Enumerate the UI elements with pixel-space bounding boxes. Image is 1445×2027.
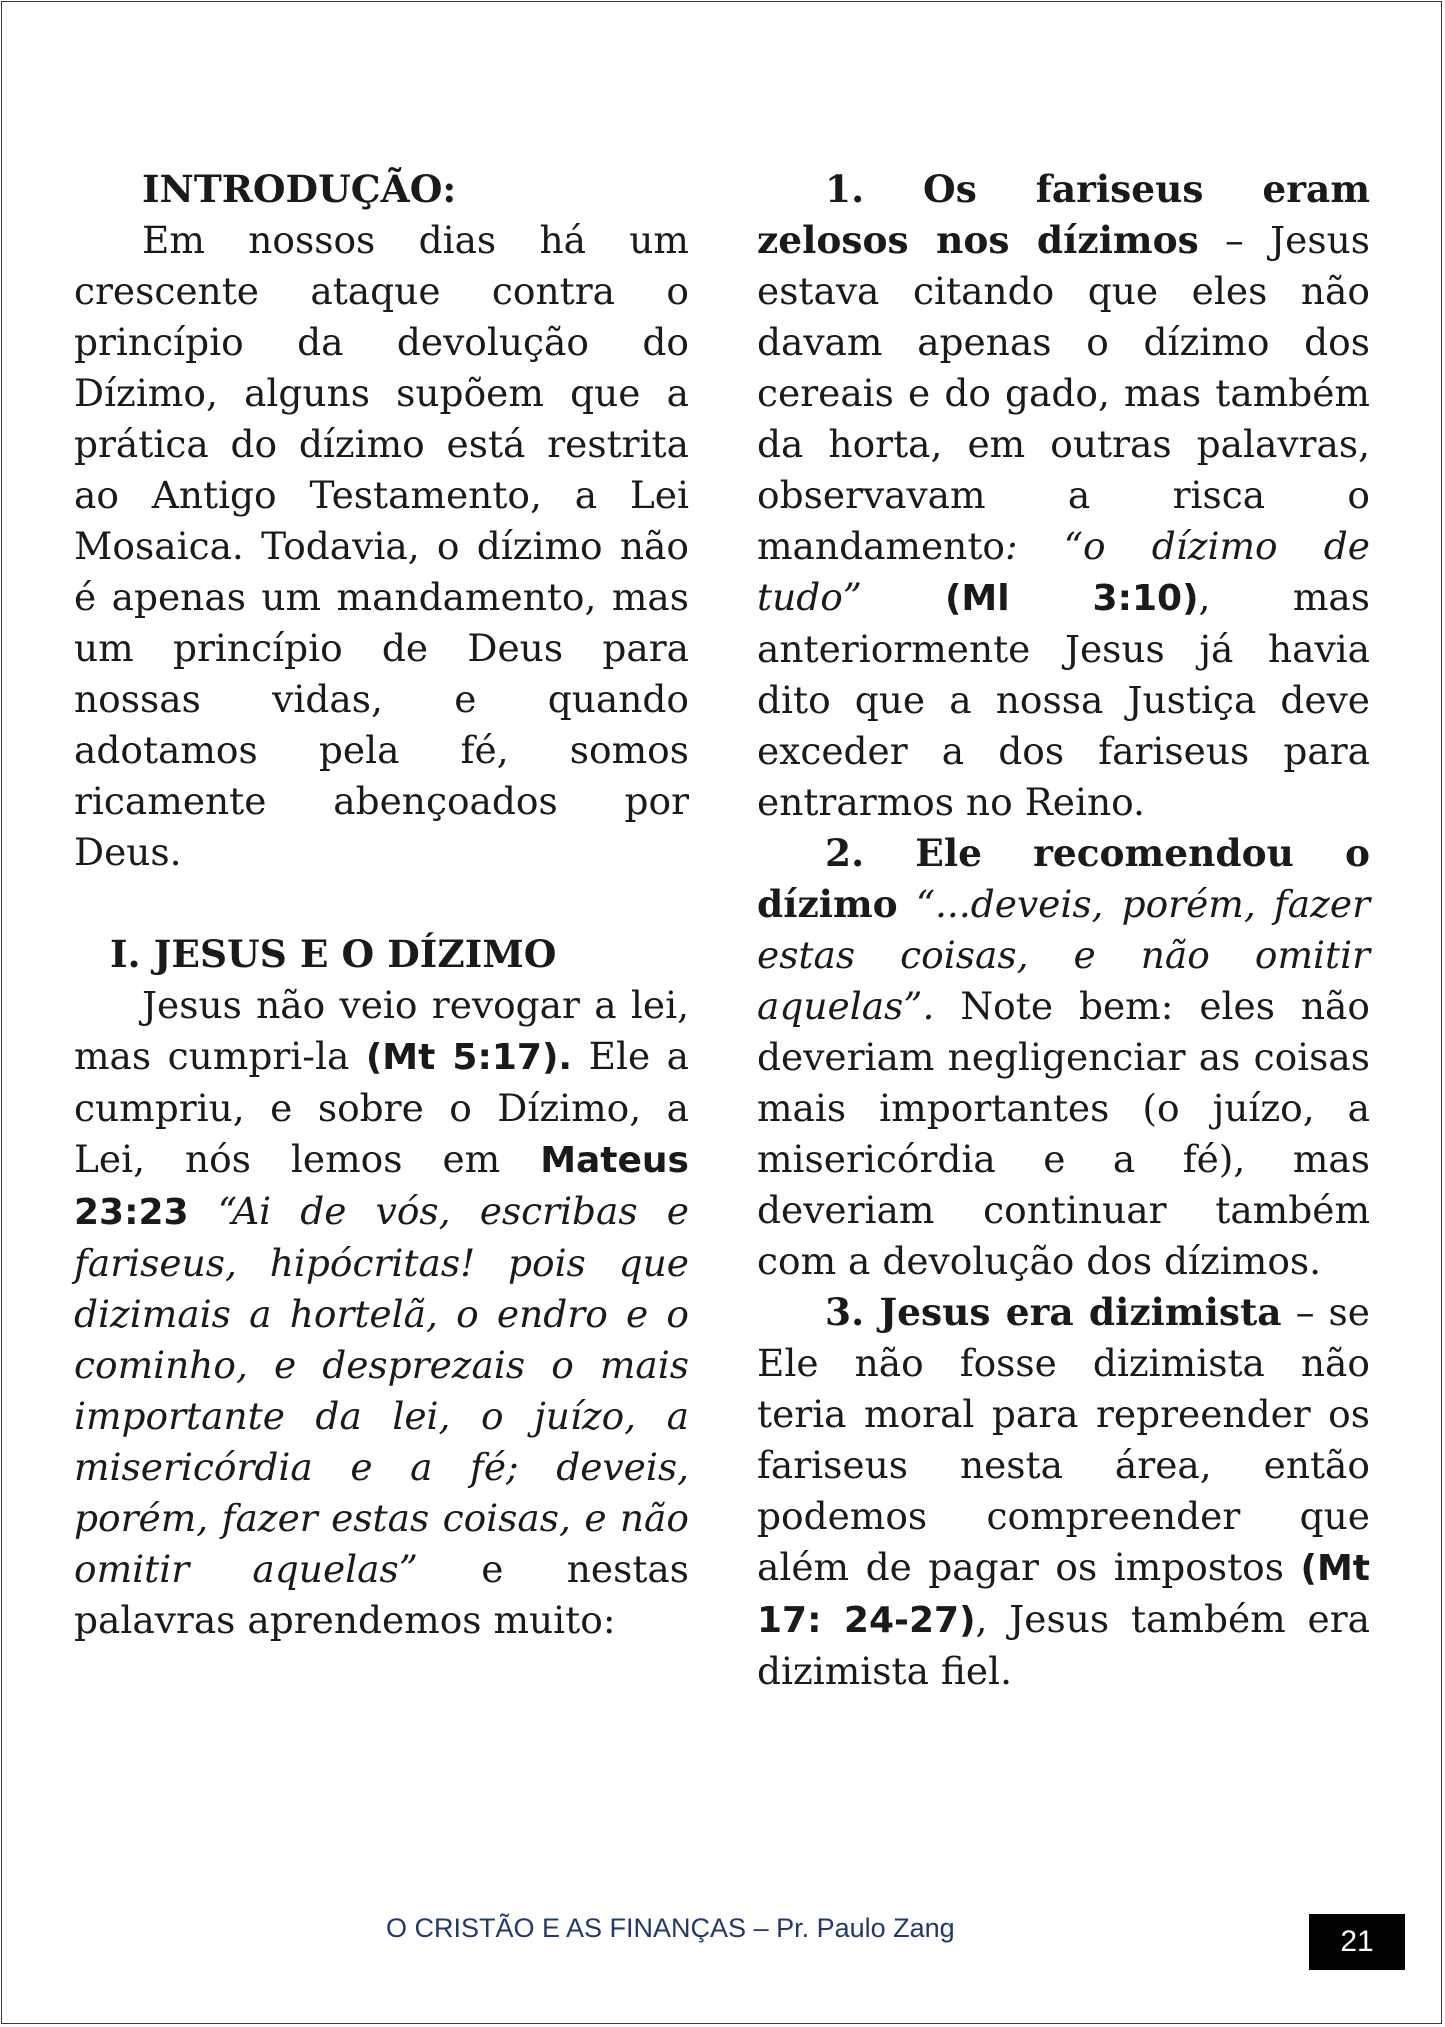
section-text: Jesus não veio revogar a lei, mas cumpri-la — [74, 983, 689, 1078]
intro-paragraph: Em nossos dias há um crescente ataque contra o princípio da devolução do Dízimo, alguns supõem que a prática do dízimo está restrita ao Antigo Testamento, a Lei Mosaica. Todavia, o dízimo não é apenas um mandamento, mas um princípio de Deus para nossas vidas, e quando adotamos pela fé, somos ricamente abençoados por Deus. — [74, 218, 689, 874]
section-text: e nestas palavras aprendemos muito: — [74, 1547, 690, 1642]
left-column — [74, 164, 689, 1646]
right-column — [757, 164, 1370, 1697]
section-paragraph — [74, 980, 689, 1646]
list-item — [757, 164, 1370, 828]
scripture-quote: : “o dízimo de tudo” — [757, 524, 1370, 619]
page-number: 21 — [1309, 1914, 1405, 1970]
item-text: , mas anteriormente Jesus já havia dito que a nossa Justiça deve exceder a dos fariseus para entrarmos no Reino. — [757, 575, 1370, 824]
item-text: , Jesus também era dizimista fiel. — [757, 1597, 1371, 1693]
running-footer: O CRISTÃO E AS FINANÇAS – Pr. Paulo Zang — [386, 1913, 955, 1943]
scripture-reference: (Mt 17: 24-27) — [757, 1548, 1370, 1641]
scripture-quote: “Ai de vós, escribas e fariseus, hipócritas! pois que dizimais a hortelã, o endro e o cominho, e desprezais o mais importante da lei, o juízo, a misericórdia e a fé; deveis, porém, fazer estas coisas, e não omitir aquelas” — [74, 1189, 689, 1591]
scripture-reference: Mateus 23:23 — [74, 1140, 689, 1233]
scripture-reference: (Ml 3:10) — [861, 578, 1199, 619]
item-title: 1. Os fariseus eram zelosos nos dízimos — [757, 167, 1370, 262]
scripture-reference: (Mt 5:17). — [365, 1037, 573, 1078]
item-text: – se Ele não fosse dizimista não teria moral para repreender os fariseus nesta área, então podemos compreender que além de pagar os impostos — [757, 1290, 1370, 1589]
page — [1, 1, 1442, 2024]
section-text: Ele a cumpriu, e sobre o Dízimo, a Lei, nós lemos em — [74, 1034, 689, 1181]
item-text: Note bem: eles não deveriam negligenciar as coisas mais importantes (o juízo, a misericórdia e a fé), mas deveriam continuar também com a devolução dos dízimos. — [757, 984, 1370, 1283]
section-heading: I. JESUS E O DÍZIMO — [110, 932, 557, 976]
list-item — [757, 1287, 1370, 1697]
item-title: 2. Ele recomendou o dízimo — [757, 831, 1370, 926]
intro-heading: INTRODUÇÃO: — [142, 167, 457, 211]
scripture-quote: “...deveis, porém, fazer estas coisas, e não omitir aquelas”. — [757, 882, 1370, 1028]
item-title: 3. Jesus era dizimista — [825, 1290, 1282, 1334]
list-item — [757, 828, 1370, 1287]
item-text: – Jesus estava citando que eles não davam apenas o dízimo dos cereais e do gado, mas também da horta, em outras palavras, observavam a risca o mandamento — [757, 218, 1370, 568]
